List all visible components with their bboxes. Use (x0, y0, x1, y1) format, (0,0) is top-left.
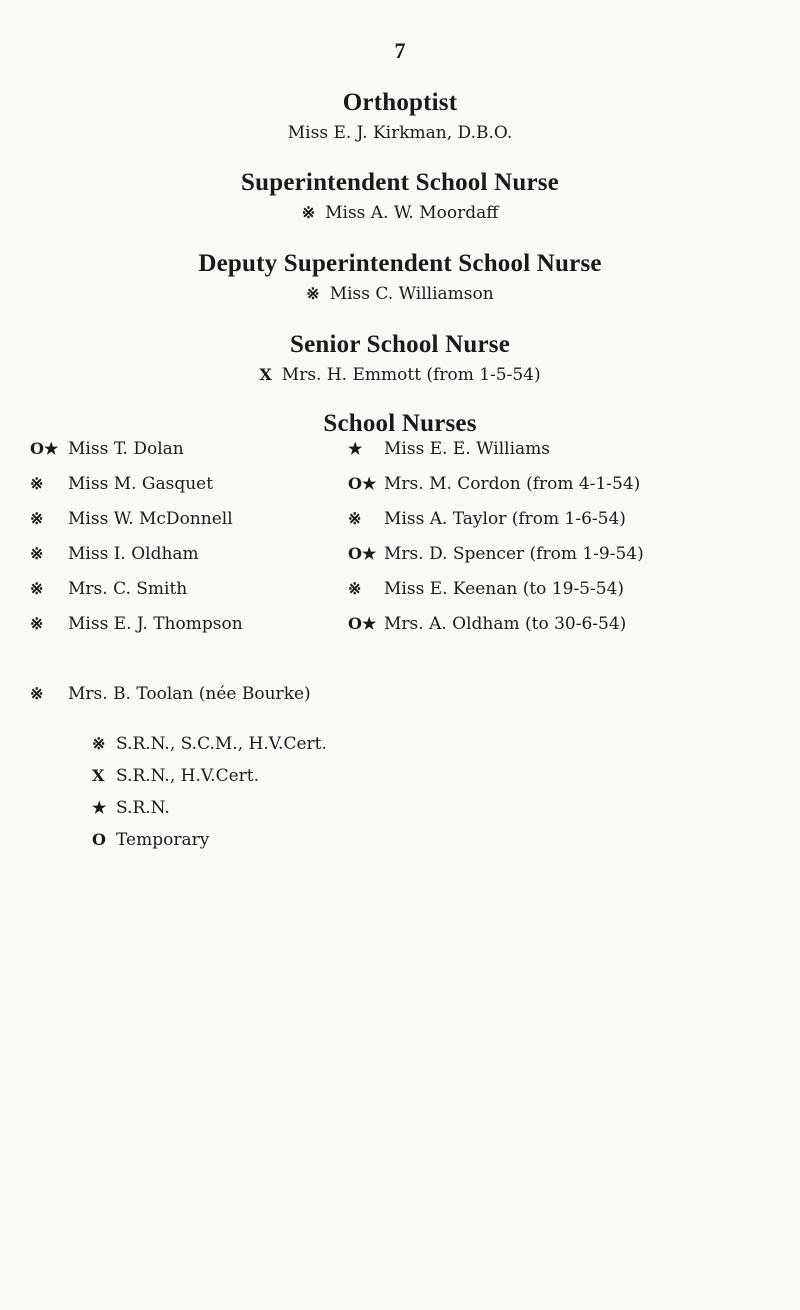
legend-item (92, 763, 327, 795)
legend-text: Temporary (116, 830, 210, 850)
qualification-symbol: ※ (30, 579, 44, 598)
legend-symbol: O (92, 830, 106, 849)
superintendent-section (0, 168, 800, 226)
staff-name-text: Miss I. Oldham (68, 544, 199, 564)
legend-text: S.R.N. (116, 798, 170, 818)
list-item (30, 576, 243, 611)
staff-name-text: Mrs. B. Toolan (née Bourke) (68, 684, 311, 704)
school-nurses-section (0, 409, 800, 439)
list-item (30, 506, 243, 541)
senior-school-nurse-section (0, 330, 800, 388)
legend-text: S.R.N., S.C.M., H.V.Cert. (116, 734, 327, 754)
qualification-symbol: ※ (30, 509, 44, 528)
list-item (30, 681, 311, 707)
staff-name-text: Miss C. Williamson (329, 284, 494, 304)
qualification-symbol: ※ (348, 579, 362, 598)
list-item (30, 436, 243, 471)
staff-name-text: Mrs. A. Oldham (to 30-6-54) (384, 614, 627, 634)
qualification-symbol: O★ (348, 614, 377, 633)
list-item (348, 506, 644, 541)
list-item (348, 611, 644, 646)
qualification-symbol: O★ (348, 474, 377, 493)
legend-symbol: X (92, 766, 105, 785)
staff-name-text: Miss T. Dolan (68, 439, 184, 459)
section-heading: Senior School Nurse (289, 331, 511, 358)
list-item (348, 436, 644, 471)
section-heading: Orthoptist (342, 89, 458, 116)
qualification-symbol: O★ (30, 439, 59, 458)
staff-name-text: Miss E. Keenan (to 19-5-54) (384, 579, 625, 599)
staff-name-text: Mrs. C. Smith (68, 579, 188, 599)
staff-name-text: Miss E. J. Thompson (68, 614, 243, 634)
page-number: 7 (394, 38, 406, 63)
list-item (348, 541, 644, 576)
qualification-symbol: ※ (348, 509, 362, 528)
list-item (348, 471, 644, 506)
legend-symbol: ★ (92, 798, 107, 817)
qualification-symbol: O★ (348, 544, 377, 563)
staff-name-text: Mrs. D. Spencer (from 1-9-54) (384, 544, 644, 564)
qualification-symbol: ★ (348, 439, 363, 458)
list-item (30, 611, 243, 646)
qualification-symbol: ※ (30, 614, 44, 633)
section-heading: School Nurses (323, 410, 477, 437)
staff-name (0, 200, 800, 226)
qualification-symbol: ※ (306, 284, 320, 303)
qualification-legend (92, 731, 327, 859)
deputy-superintendent-section (0, 249, 800, 307)
staff-name-text: Mrs. M. Cordon (from 4-1-54) (384, 474, 641, 494)
staff-name-text: Miss M. Gasquet (68, 474, 214, 494)
staff-name-text: Miss E. J. Kirkman, D.B.O. (287, 123, 513, 143)
orthoptist-section (0, 88, 800, 146)
staff-name-text: Miss A. Taylor (from 1-6-54) (384, 509, 626, 529)
staff-name-text: Mrs. H. Emmott (from 1-5-54) (281, 365, 541, 385)
qualification-symbol: ※ (30, 474, 44, 493)
staff-name-text: Miss W. McDonnell (68, 509, 233, 529)
school-nurses-left-column (30, 436, 243, 646)
legend-text: S.R.N., H.V.Cert. (116, 766, 260, 786)
legend-item (92, 795, 327, 827)
qualification-symbol: X (259, 365, 272, 384)
staff-name-text: Miss A. W. Moordaff (325, 203, 499, 223)
list-item (30, 471, 243, 506)
staff-name-text: Miss E. E. Williams (384, 439, 551, 459)
section-heading: Superintendent School Nurse (241, 169, 559, 196)
staff-name (0, 120, 800, 146)
legend-symbol: ※ (92, 734, 106, 753)
section-heading: Deputy Superintendent School Nurse (198, 250, 602, 277)
staff-name (0, 281, 800, 307)
legend-item (92, 731, 327, 763)
list-item (30, 541, 243, 576)
qualification-symbol: ※ (301, 203, 316, 222)
school-nurses-right-column (348, 436, 644, 646)
legend-item (92, 827, 327, 859)
staff-name (0, 362, 800, 388)
qualification-symbol: ※ (30, 684, 44, 703)
list-item (348, 576, 644, 611)
qualification-symbol: ※ (30, 544, 44, 563)
